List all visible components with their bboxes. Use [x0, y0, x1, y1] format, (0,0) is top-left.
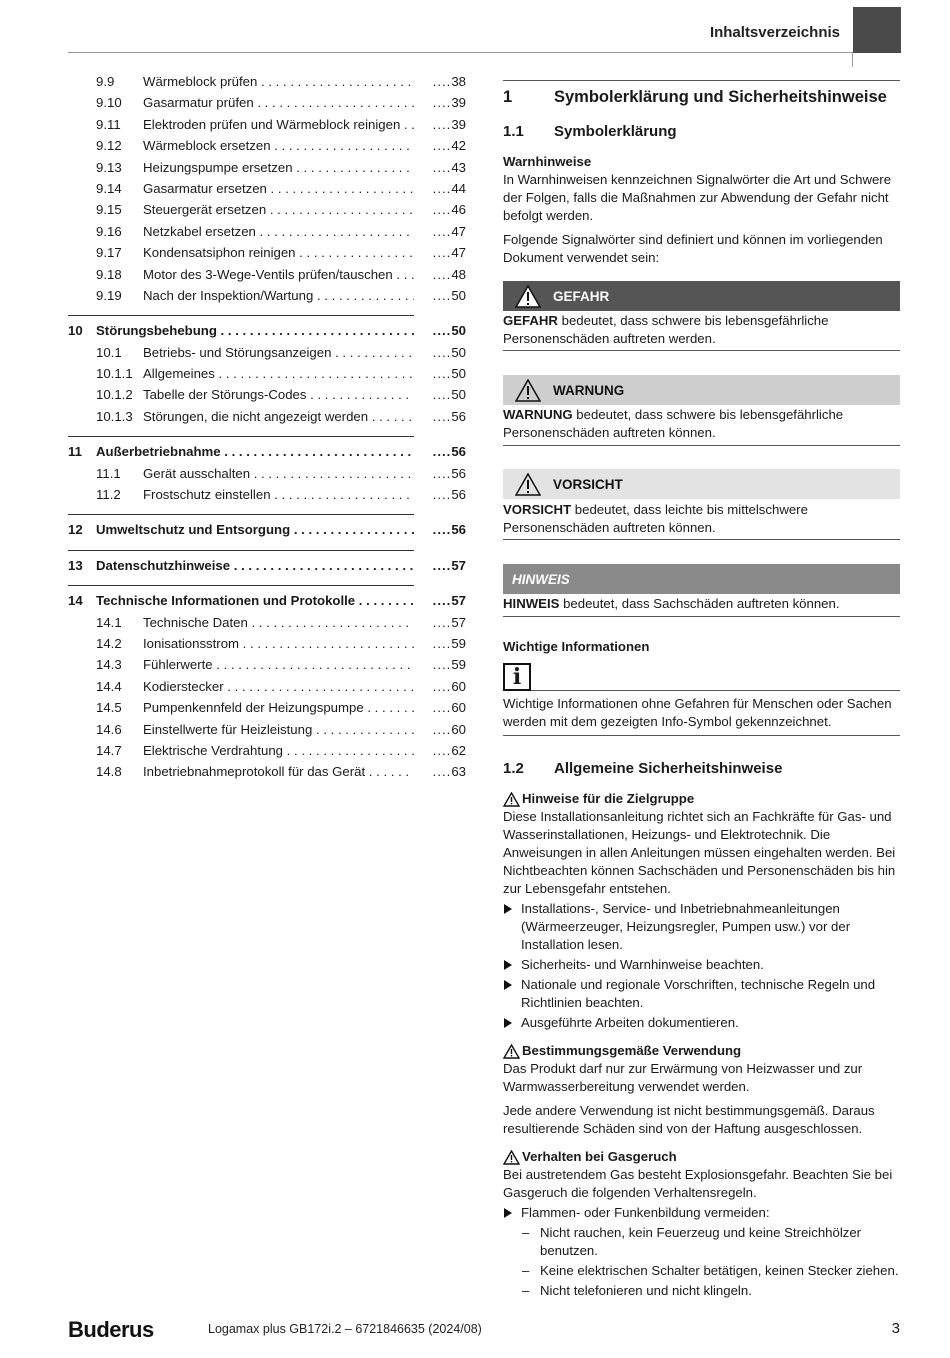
warnhinweise-text: In Warnhinweisen kennzeichnen Signalwörter die Art und Schwere der Folgen, falls die Maßnahmen zur Abwendung der Gefahr nicht befolgt werden.	[503, 172, 892, 223]
toc-entry[interactable]	[68, 558, 466, 579]
info-rule	[531, 690, 900, 691]
warning-triangle-icon	[503, 473, 553, 496]
toc-entry-page: .... 60	[414, 700, 466, 715]
list-item: Installations-, Service- und Inbetriebnahmeanleitungen (Wärmeerzeuger, Heizungsregler, Pumpen usw.) vor der Installation lesen.	[503, 900, 900, 954]
toc-entry-number: 14.8	[96, 764, 122, 780]
toc-entry-number: 14.4	[96, 678, 122, 694]
toc-entry-number: 14.6	[96, 721, 122, 737]
toc-entry[interactable]	[68, 138, 466, 159]
toc-entry-title: Elektroden prüfen und Wärmeblock reinigen . . .	[143, 117, 414, 132]
toc-separator	[68, 514, 414, 515]
toc-separator	[68, 315, 414, 316]
table-of-contents	[68, 74, 466, 786]
gefahr-text: GEFAHR bedeutet, dass schwere bis lebensgefährliche Personenschäden auftreten werden.	[503, 313, 829, 346]
toc-entry[interactable]	[68, 487, 466, 508]
toc-entry-page: .... 50	[414, 345, 466, 360]
toc-entry-title: Außerbetriebnahme . . .	[96, 444, 414, 459]
list-item: Sicherheits- und Warnhinweise beachten.	[503, 956, 900, 974]
section-1-2-heading: 1.2 Allgemeine Sicherheitshinweise	[503, 760, 783, 777]
toc-entry-number: 14.2	[96, 635, 122, 651]
toc-entry-title: Gasarmatur ersetzen . . .	[143, 181, 414, 196]
warnhinweise-block	[503, 153, 900, 273]
toc-entry-number: 14.3	[96, 657, 122, 673]
info-heading: Wichtige Informationen	[503, 639, 650, 654]
toc-entry[interactable]	[68, 224, 466, 245]
toc-entry-title: Fühlerwerte . . .	[143, 657, 414, 672]
header-tab-marker	[853, 7, 901, 53]
toc-entry[interactable]	[68, 181, 466, 202]
info-icon: i	[503, 663, 531, 691]
toc-entry[interactable]	[68, 202, 466, 223]
info-bottom-rule	[503, 735, 900, 736]
toc-entry-number: 9.17	[96, 245, 122, 261]
toc-entry-title: Heizungspumpe ersetzen . . .	[143, 160, 414, 175]
toc-entry-number: 11	[68, 444, 82, 460]
toc-separator	[68, 550, 414, 551]
toc-entry[interactable]	[68, 657, 466, 678]
verwendung-text-1: Das Produkt darf nur zur Erwärmung von Heizwasser und zur Warmwasserbereitung verwendet werden.	[503, 1061, 863, 1094]
toc-entry-title: Frostschutz einstellen . . .	[143, 487, 414, 502]
toc-entry-title: Allgemeines . . .	[143, 366, 414, 381]
signalwoerter-text: Folgende Signalwörter sind definiert und können im vorliegenden Dokument verwendet sein:	[503, 232, 883, 265]
toc-entry-page: .... 46	[414, 202, 466, 217]
toc-entry-page: .... 48	[414, 267, 466, 282]
zielgruppe-heading: Hinweise für die Zielgruppe	[503, 790, 900, 808]
toc-entry-number: 10.1.2	[96, 387, 133, 403]
section-1-heading: 1 Symbolerklärung und Sicherheitshinweise	[503, 88, 887, 106]
warnung-label: WARNUNG	[553, 382, 625, 398]
toc-entry-title: Störungen, die nicht angezeigt werden . . .	[143, 409, 414, 424]
toc-entry-title: Tabelle der Störungs-Codes . . .	[143, 387, 414, 402]
list-item: Ausgeführte Arbeiten dokumentieren.	[503, 1014, 900, 1032]
toc-entry-title: Wärmeblock prüfen . . .	[143, 74, 414, 89]
toc-entry-number: 9.11	[96, 116, 121, 132]
toc-entry-page: .... 38	[414, 74, 466, 89]
brand-logo: Buderus	[68, 1317, 154, 1342]
toc-entry-number: 14	[68, 593, 83, 609]
toc-entry[interactable]	[68, 117, 466, 138]
toc-entry-page: .... 50	[414, 288, 466, 303]
toc-entry-page: .... 56	[414, 466, 466, 481]
page-header-title: Inhaltsverzeichnis	[709, 24, 840, 41]
toc-entry-number: 9.14	[96, 180, 122, 196]
toc-entry-page: .... 50	[414, 323, 466, 338]
toc-entry[interactable]	[68, 615, 466, 636]
gefahr-rule	[503, 350, 900, 351]
toc-entry-title: Einstellwerte für Heizleistung . . .	[143, 722, 414, 737]
toc-entry[interactable]	[68, 323, 466, 344]
warning-triangle-icon	[503, 792, 520, 807]
toc-entry[interactable]	[68, 245, 466, 266]
toc-entry-title: Netzkabel ersetzen . . .	[143, 224, 414, 239]
toc-entry[interactable]	[68, 466, 466, 487]
toc-entry-title: Motor des 3-Wege-Ventils prüfen/tauschen . . .	[143, 267, 414, 282]
toc-entry-number: 9.15	[96, 202, 122, 218]
gasgeruch-list	[503, 1204, 900, 1222]
toc-entry-page: .... 39	[414, 95, 466, 110]
toc-entry-page: .... 47	[414, 224, 466, 239]
section-rule	[503, 80, 900, 81]
toc-entry-title: Wärmeblock ersetzen . . .	[143, 138, 414, 153]
toc-entry-page: .... 50	[414, 387, 466, 402]
toc-entry[interactable]	[68, 743, 466, 764]
toc-entry-title: Gerät ausschalten . . .	[143, 466, 414, 481]
toc-entry[interactable]	[68, 593, 466, 614]
header-rule	[68, 52, 853, 53]
vorsicht-label: VORSICHT	[553, 476, 623, 492]
toc-entry[interactable]	[68, 95, 466, 116]
toc-entry-page: .... 59	[414, 636, 466, 651]
header-tick	[852, 53, 853, 67]
toc-entry[interactable]	[68, 267, 466, 288]
toc-entry-title: Gasarmatur prüfen . . .	[143, 95, 414, 110]
verwendung-heading: Bestimmungsgemäße Verwendung	[503, 1042, 900, 1060]
section-1-1-heading: 1.1 Symbolerklärung	[503, 123, 677, 140]
toc-entry-page: .... 63	[414, 764, 466, 779]
vorsicht-rule	[503, 539, 900, 540]
toc-entry-title: Umweltschutz und Entsorgung . . .	[96, 522, 414, 537]
verwendung-text-2: Jede andere Verwendung ist nicht bestimmungsgemäß. Daraus resultierende Schäden sind von der Haftung ausgeschlossen.	[503, 1103, 875, 1136]
toc-entry-number: 10.1	[96, 344, 122, 360]
toc-entry-page: .... 60	[414, 679, 466, 694]
footer-document-id: Logamax plus GB172i.2 – 6721846635 (2024/08)	[208, 1322, 482, 1336]
vorsicht-bar	[503, 469, 900, 499]
toc-entry[interactable]	[68, 522, 466, 543]
page-number: 3	[891, 1320, 900, 1337]
warnung-text: WARNUNG bedeutet, dass schwere bis lebensgefährliche Personenschäden auftreten können.	[503, 407, 844, 440]
toc-entry-number: 14.1	[96, 614, 122, 630]
toc-entry-page: .... 42	[414, 138, 466, 153]
toc-entry-number: 9.10	[96, 95, 122, 111]
toc-entry-page: .... 56	[414, 409, 466, 424]
gasgeruch-heading: Verhalten bei Gasgeruch	[503, 1148, 900, 1166]
gasgeruch-text: Bei austretendem Gas besteht Explosionsgefahr. Beachten Sie bei Gasgeruch die folgenden Verhaltensregeln.	[503, 1167, 893, 1200]
gefahr-bar	[503, 281, 900, 311]
toc-entry-title: Betriebs- und Störungsanzeigen . . .	[143, 345, 414, 360]
toc-entry-title: Störungsbehebung . . .	[96, 323, 414, 338]
toc-entry-title: Nach der Inspektion/Wartung . . .	[143, 288, 414, 303]
hinweis-label: HINWEIS	[512, 571, 570, 587]
toc-entry-page: .... 47	[414, 245, 466, 260]
warning-triangle-icon	[503, 379, 553, 402]
toc-entry-page: .... 56	[414, 487, 466, 502]
toc-entry[interactable]	[68, 160, 466, 181]
toc-entry-number: 9.13	[96, 159, 122, 175]
warning-triangle-icon	[503, 1044, 520, 1059]
hinweis-text: HINWEIS bedeutet, dass Sachschäden auftreten können.	[503, 596, 840, 611]
toc-entry[interactable]	[68, 700, 466, 721]
hinweis-rule	[503, 616, 900, 617]
toc-entry-title: Ionisationsstrom . . .	[143, 636, 414, 651]
zielgruppe-text: Diese Installationsanleitung richtet sich an Fachkräfte für Gas- und Wasserinstallationen, Heizungs- und Elektrotechnik. Die Anweisungen in allen Anleitungen müssen eingehalten werden. Bei Nichtbeachten können Sachschäden und Personenschäden bis hin zur Lebensgefahr entstehen.	[503, 809, 896, 896]
list-item: – Nicht rauchen, kein Feuerzeug und keine Streichhölzer benutzen.	[503, 1224, 900, 1260]
toc-entry-page: .... 60	[414, 722, 466, 737]
toc-entry-page: .... 50	[414, 366, 466, 381]
toc-entry-title: Datenschutzhinweise . . .	[96, 558, 414, 573]
toc-entry[interactable]	[68, 444, 466, 465]
toc-entry-number: 13	[68, 557, 83, 573]
toc-entry[interactable]	[68, 366, 466, 387]
toc-entry-title: Steuergerät ersetzen . . .	[143, 202, 414, 217]
sicherheitshinweise-block	[503, 790, 900, 1302]
toc-entry[interactable]	[68, 387, 466, 408]
toc-entry[interactable]	[68, 409, 466, 430]
list-item: Flammen- oder Funkenbildung vermeiden:	[503, 1204, 900, 1222]
toc-entry-title: Technische Informationen und Protokolle . . .	[96, 593, 414, 608]
toc-entry-number: 9.12	[96, 138, 122, 154]
warnhinweise-heading: Warnhinweise	[503, 154, 592, 169]
toc-entry-number: 12	[68, 522, 83, 538]
list-item: Nationale und regionale Vorschriften, technische Regeln und Richtlinien beachten.	[503, 976, 900, 1012]
toc-entry-number: 10	[68, 323, 83, 339]
toc-entry-page: .... 57	[414, 593, 466, 608]
warnung-bar	[503, 375, 900, 405]
toc-entry-page: .... 44	[414, 181, 466, 196]
toc-entry-number: 9.9	[96, 74, 115, 89]
toc-entry-page: .... 62	[414, 743, 466, 758]
toc-entry-title: Kondensatsiphon reinigen . . .	[143, 245, 414, 260]
toc-entry[interactable]	[68, 764, 466, 785]
toc-entry-page: .... 43	[414, 160, 466, 175]
toc-entry-number: 14.7	[96, 742, 122, 758]
warnung-rule	[503, 445, 900, 446]
toc-entry[interactable]	[68, 288, 466, 309]
toc-entry[interactable]	[68, 679, 466, 700]
toc-entry-title: Kodierstecker . . .	[143, 679, 414, 694]
gefahr-label: GEFAHR	[553, 288, 610, 304]
toc-entry[interactable]	[68, 74, 466, 95]
warning-triangle-icon	[503, 1150, 520, 1165]
toc-separator	[68, 436, 414, 437]
toc-entry-page: .... 57	[414, 558, 466, 573]
vorsicht-text: VORSICHT bedeutet, dass leichte bis mittelschwere Personenschäden auftreten können.	[503, 502, 808, 535]
toc-entry-page: .... 39	[414, 117, 466, 132]
list-item: – Keine elektrischen Schalter betätigen, keinen Stecker ziehen.	[503, 1262, 900, 1280]
toc-entry-number: 9.19	[96, 287, 122, 303]
toc-entry-number: 9.18	[96, 266, 122, 282]
toc-entry-title: Inbetriebnahmeprotokoll für das Gerät . . .	[143, 764, 414, 779]
toc-entry-number: 11.1	[96, 465, 121, 481]
toc-entry-number: 10.1.3	[96, 408, 133, 424]
toc-entry-page: .... 56	[414, 522, 466, 537]
gasgeruch-sublist	[503, 1224, 900, 1300]
hinweis-bar	[503, 564, 900, 594]
toc-entry[interactable]	[68, 345, 466, 366]
zielgruppe-list	[503, 900, 900, 1032]
toc-entry-title: Technische Daten . . .	[143, 615, 414, 630]
info-text: Wichtige Informationen ohne Gefahren für Menschen oder Sachen werden mit dem gezeigten Info-Symbol gekennzeichnet.	[503, 696, 892, 729]
toc-entry[interactable]	[68, 722, 466, 743]
warning-triangle-icon	[503, 285, 553, 308]
toc-entry-number: 9.16	[96, 223, 122, 239]
toc-entry-page: .... 57	[414, 615, 466, 630]
toc-entry-page: .... 56	[414, 444, 466, 459]
toc-entry-title: Pumpenkennfeld der Heizungspumpe . . .	[143, 700, 414, 715]
toc-entry-number: 14.5	[96, 700, 122, 716]
toc-entry-number: 11.2	[96, 487, 121, 503]
toc-entry-number: 10.1.1	[96, 366, 133, 382]
toc-entry[interactable]	[68, 636, 466, 657]
toc-entry-page: .... 59	[414, 657, 466, 672]
toc-entry-title: Elektrische Verdrahtung . . .	[143, 743, 414, 758]
list-item: – Nicht telefonieren und nicht klingeln.	[503, 1282, 900, 1300]
toc-separator	[68, 585, 414, 586]
